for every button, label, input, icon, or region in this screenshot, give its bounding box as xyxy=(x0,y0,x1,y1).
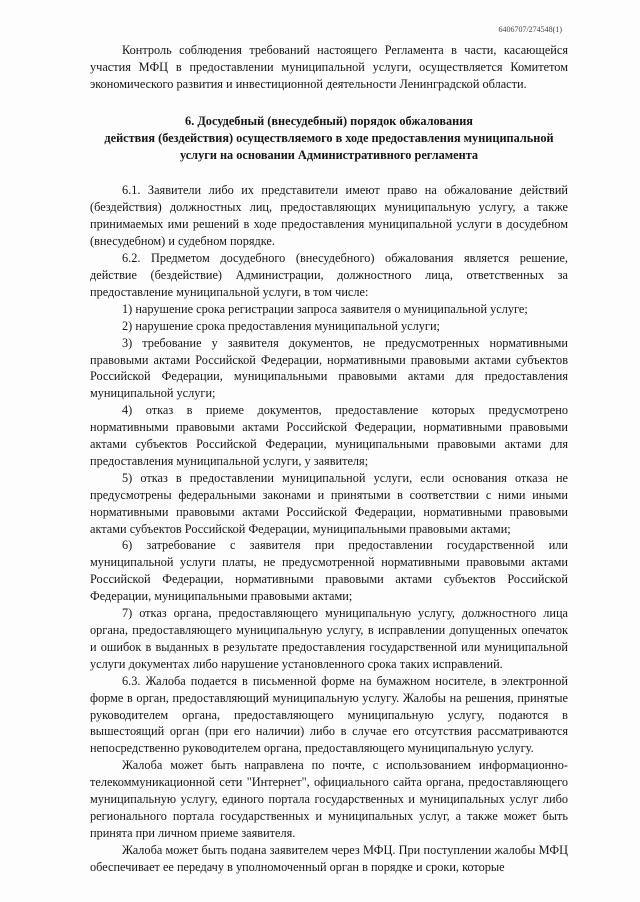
section-heading-line-1: 6. Досудебный (внесудебный) порядок обжалования xyxy=(185,113,473,128)
list-item-2: 2) нарушение срока предоставления муниципальной услуги; xyxy=(122,318,440,333)
list-item-1: 1) нарушение срока регистрации запроса заявителя о муниципальной услуге; xyxy=(122,301,528,316)
list-item-5: 5) отказ в предоставлении муниципальной услуги, если основания отказа не предусмотрены федеральными законами и принятыми в соответствии с ними иными нормативными правовыми актами Российской Федерации, нормативными правовыми актами субъектов Российской Федерации, муниципальными правовыми актами; xyxy=(90,470,568,536)
document-body xyxy=(90,42,568,876)
paragraph-6-1: 6.1. Заявители либо их представители имеют право на обжалование действий (бездействия) должностных лиц, предоставляющих муниципальную услугу, а также принимаемых ими решений в ходе предоставления муниципальной услуги в досудебном (внесудебном) и судебном порядке. xyxy=(90,183,568,249)
paragraph-mail-submission: Жалоба может быть направлена по почте, с использованием информационно-телекоммуникационной сети "Интернет", официального сайта органа, предоставляющего муниципальную услугу, единого портала государственных и муниципальных услуг либо регионального портала государственных и муниципальных услуг, а также может быть принята при личном приеме заявителя. xyxy=(90,758,568,840)
list-item-7: 7) отказ органа, предоставляющего муниципальную услугу, должностного лица органа, предоставляющего муниципальную услугу, в исправлении допущенных опечаток и ошибок в выданных в результате предоставления государственной или муниципальной услуги документах либо нарушение установленного срока таких исправлений. xyxy=(90,606,568,671)
list-item-4: 4) отказ в приеме документов, предоставление которых предусмотрено нормативными правовыми актами Российской Федерации, нормативными правовыми актами субъектов Российской Федерации, муниципальными правовыми актами для предоставления муниципальной услуги, у заявителя; xyxy=(90,403,568,468)
paragraph-mfc-submission: Жалоба может быть подана заявителем через МФЦ. При поступлении жалобы МФЦ обеспечивает ее передачу в уполномоченный орган в порядке и сроки, которые xyxy=(90,842,568,874)
paragraph-6-2: 6.2. Предметом досудебного (внесудебного) обжалования является решение, действие (бездействие) Администрации, должностного лица, ответственных за предоставление муниципальной услуги, в том числе: xyxy=(90,251,568,299)
list-item-3: 3) требование у заявителя документов, не предусмотренных нормативными правовыми актами Российской Федерации, нормативными правовыми актами субъектов Российской Федерации, муниципальными правовыми актами для предоставления муниципальной услуги; xyxy=(90,335,568,401)
document-id: 6406707/274548(1) xyxy=(498,25,562,34)
paragraph-6-3: 6.3. Жалоба подается в письменной форме на бумажном носителе, в электронной форме в орган, предоставляющий муниципальную услугу. Жалобы на решения, принятые руководителем органа, предоставляющего муниципальную услугу, подаются в вышестоящий орган (при его наличии) либо в случае его отсутствия рассматриваются непосредственно руководителем органа, предоставляющего муниципальную услугу. xyxy=(90,673,568,756)
section-heading xyxy=(90,113,568,164)
section-heading-line-3: услуги на основании Административного регламента xyxy=(179,147,479,162)
list-item-6: 6) затребование с заявителя при предоставлении государственной или муниципальной услуги платы, не предусмотренной нормативными правовыми актами Российской Федерации, нормативными правовыми актами субъектов Российской Федерации, муниципальными правовыми актами; xyxy=(90,538,568,604)
section-heading-line-2: действия (бездействия) осуществляемого в ходе предоставления муниципальной xyxy=(104,130,554,145)
intro-paragraph: Контроль соблюдения требований настоящего Регламента в части, касающейся участия МФЦ в предоставлении муниципальной услуги, осуществляется Комитетом экономического развития и инвестиционной деятельности Ленинградской области. xyxy=(90,43,568,91)
